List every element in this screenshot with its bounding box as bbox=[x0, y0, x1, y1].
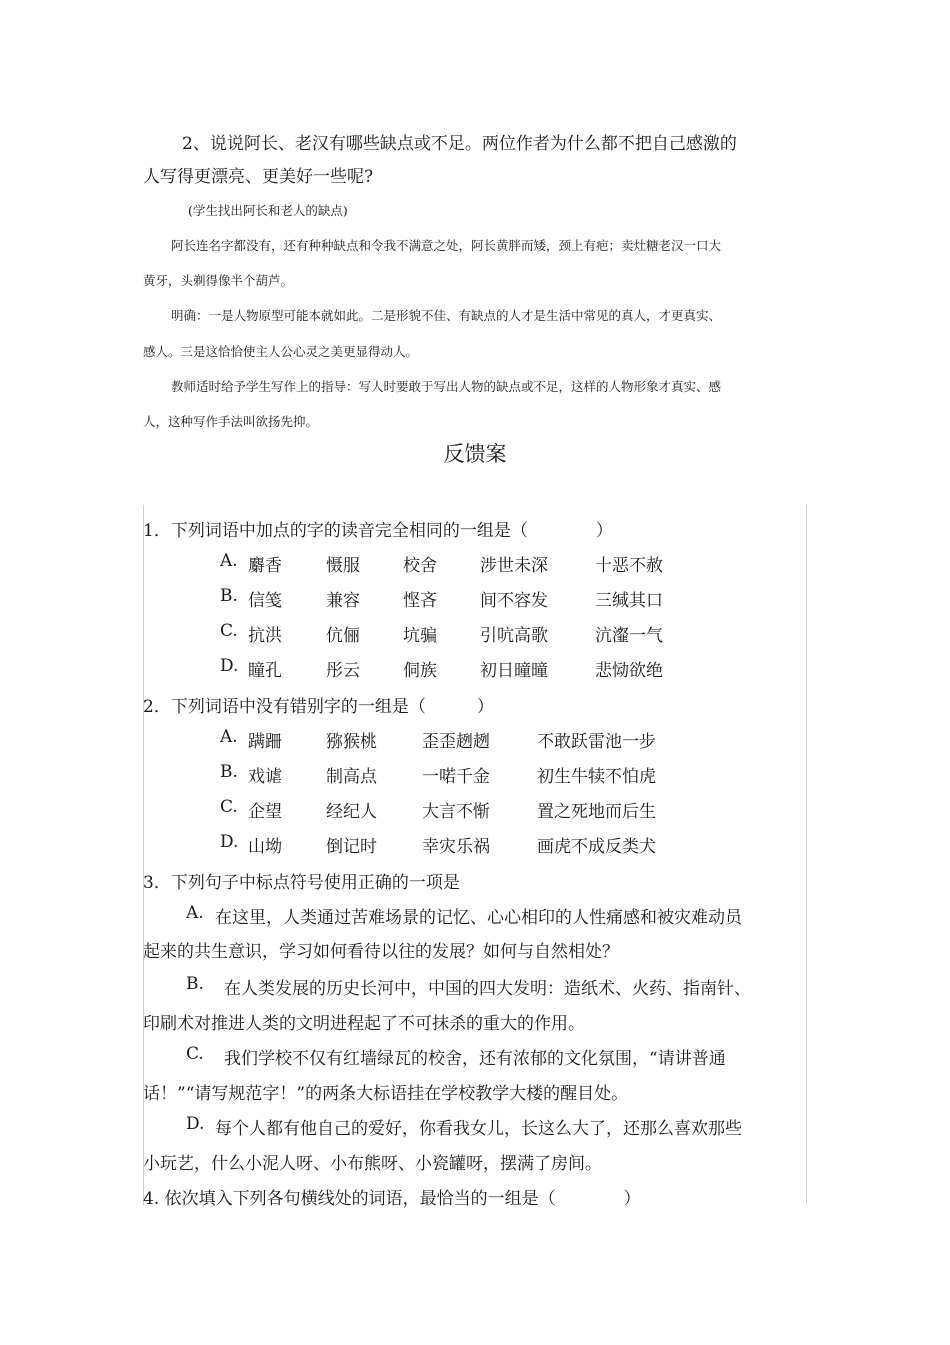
option-word: 大言不惭 bbox=[422, 802, 490, 822]
option-label: B. bbox=[220, 762, 238, 782]
option-word: 伉俪 bbox=[326, 626, 360, 646]
option-word: 三缄其口 bbox=[595, 591, 663, 611]
q3-option-b-line-2: 印刷术对推进人类的文明进程起了不可抹杀的重大的作用。 bbox=[143, 1014, 585, 1034]
paragraph-2-line-2: 感人。三是这恰恰使主人公心灵之美更显得动人。 bbox=[143, 344, 419, 359]
option-word: 蹒跚 bbox=[248, 732, 282, 752]
q3-stem: 3．下列句子中标点符号使用正确的一项是 bbox=[143, 873, 460, 893]
option-word: 间不容发 bbox=[480, 591, 548, 611]
option-label: D. bbox=[220, 832, 239, 852]
option-word: 信笺 bbox=[248, 591, 282, 611]
option-label: A. bbox=[220, 551, 238, 571]
option-word: 校舍 bbox=[403, 556, 437, 576]
option-word: 猕猴桃 bbox=[326, 732, 377, 752]
option-word: 悲恸欲绝 bbox=[595, 661, 663, 681]
option-word: 一喏千金 bbox=[422, 767, 490, 787]
option-word: 山坳 bbox=[248, 837, 282, 857]
question-2-line-2: 人写得更漂亮、更美好一些呢? bbox=[143, 167, 374, 187]
option-word: 倒记时 bbox=[326, 837, 377, 857]
paragraph-3-line-1: 教师适时给予学生写作上的指导：写人时要敢于写出人物的缺点或不足，这样的人物形象才真实、感 bbox=[171, 379, 722, 394]
option-word: 歪歪趔趔 bbox=[422, 732, 490, 752]
q3-option-d-label: D. bbox=[186, 1114, 205, 1134]
q3-option-a-line-2: 起来的共生意识，学习如何看待以往的发展？如何与自然相处？ bbox=[143, 942, 619, 962]
option-word: 经纪人 bbox=[326, 802, 377, 822]
q1-stem: 1．下列词语中加点的字的读音完全相同的一组是（ ） bbox=[143, 521, 613, 541]
option-word: 悭吝 bbox=[403, 591, 437, 611]
option-word: 企望 bbox=[248, 802, 282, 822]
option-word: 初日曈曈 bbox=[480, 661, 548, 681]
option-word: 瞳孔 bbox=[248, 661, 282, 681]
option-word: 不敢跃雷池一步 bbox=[537, 732, 656, 752]
option-word: 坑骗 bbox=[403, 626, 437, 646]
option-word: 兼容 bbox=[326, 591, 360, 611]
q3-option-c-line-1: 我们学校不仅有红墙绿瓦的校舍，还有浓郁的文化氛围，“请讲普通 bbox=[224, 1049, 726, 1069]
option-word: 抗洪 bbox=[248, 626, 282, 646]
q3-option-c-line-2: 话！”“请写规范字！”的两条大标语挂在学校教学大楼的醒目处。 bbox=[143, 1084, 629, 1104]
q4-stem: 4. 依次填入下列各句横线处的词语，最恰当的一组是（ ） bbox=[143, 1189, 641, 1209]
option-label: C. bbox=[220, 621, 238, 641]
q3-option-c-label: C. bbox=[186, 1044, 204, 1064]
q3-option-d-line-1: 每个人都有他自己的爱好，你看我女儿，长这么大了，还那么喜欢那些 bbox=[215, 1119, 742, 1139]
option-word: 引吭高歌 bbox=[480, 626, 548, 646]
paragraph-1-line-1: 阿长连名字都没有，还有种种缺点和令我不满意之处，阿长黄胖而矮，颈上有疤；卖灶糖老汉一口大 bbox=[171, 238, 722, 253]
q2-stem: 2．下列词语中没有错别字的一组是（ ） bbox=[143, 697, 494, 717]
q3-option-a-line-1: 在这里，人类通过苦难场景的记忆、心心相印的人性痛感和被灾难动员 bbox=[215, 908, 742, 928]
paragraph-3-line-2: 人，这种写作手法叫欲扬先抑。 bbox=[143, 414, 319, 429]
option-word: 涉世未深 bbox=[480, 556, 548, 576]
option-word: 侗族 bbox=[403, 661, 437, 681]
option-word: 戏谑 bbox=[248, 767, 282, 787]
frame-right-border bbox=[806, 505, 807, 1205]
option-word: 麝香 bbox=[248, 556, 282, 576]
option-word: 置之死地而后生 bbox=[537, 802, 656, 822]
q3-option-a-label: A. bbox=[186, 903, 204, 923]
section-title: 反馈案 bbox=[443, 442, 507, 466]
option-label: B. bbox=[220, 586, 238, 606]
option-word: 慑服 bbox=[326, 556, 360, 576]
option-word: 彤云 bbox=[326, 661, 360, 681]
q3-option-d-line-2: 小玩艺，什么小泥人呀、小布熊呀、小瓷罐呀，摆满了房间。 bbox=[143, 1154, 602, 1174]
paragraph-1-line-2: 黄牙，头剃得像半个葫芦。 bbox=[143, 273, 294, 288]
q3-option-b-label: B. bbox=[186, 974, 204, 994]
question-2-line-1: 2、说说阿长、老汉有哪些缺点或不足。两位作者为什么都不把自己感激的 bbox=[182, 134, 737, 154]
option-word: 沆瀣一气 bbox=[595, 626, 663, 646]
option-word: 十恶不赦 bbox=[595, 556, 663, 576]
q3-option-b-line-1: 在人类发展的历史长河中，中国的四大发明：造纸术、火药、指南针、 bbox=[224, 979, 751, 999]
option-label: A. bbox=[220, 727, 238, 747]
option-word: 初生牛犊不怕虎 bbox=[537, 767, 656, 787]
option-label: D. bbox=[220, 656, 239, 676]
teacher-note: (学生找出阿长和老人的缺点) bbox=[188, 203, 348, 218]
option-word: 制高点 bbox=[326, 767, 377, 787]
paragraph-2-line-1: 明确：一是人物原型可能本就如此。二是形貌不佳、有缺点的人才是生活中常见的真人，才更真实、 bbox=[171, 308, 722, 323]
option-label: C. bbox=[220, 797, 238, 817]
option-word: 画虎不成反类犬 bbox=[537, 837, 656, 857]
option-word: 幸灾乐祸 bbox=[422, 837, 490, 857]
